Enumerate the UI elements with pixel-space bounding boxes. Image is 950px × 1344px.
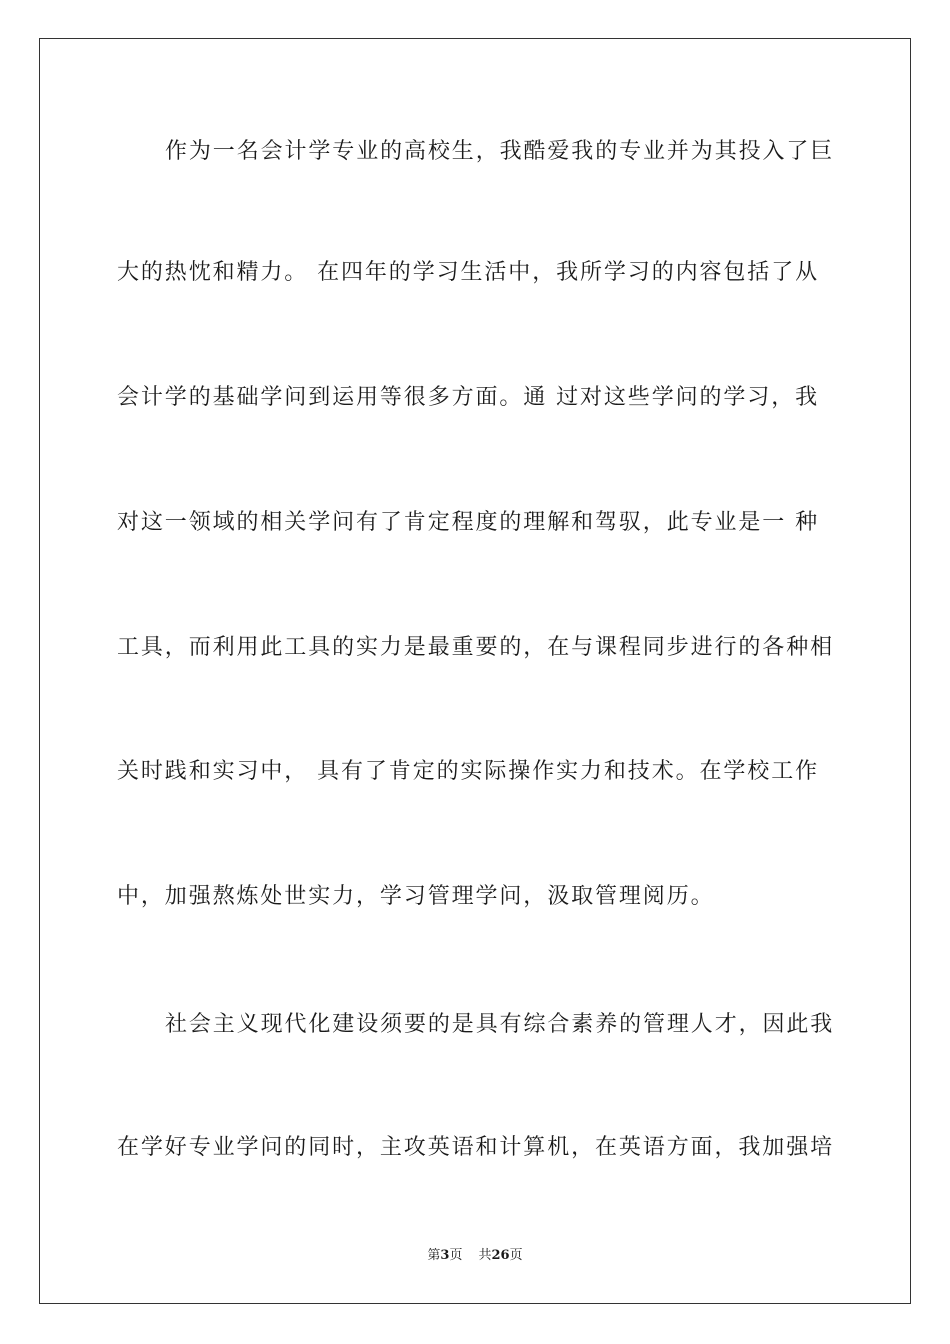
paragraph-1-line-3: 会计学的基础学问到运用等很多方面。通 过对这些学问的学习，我 [117,385,819,410]
paragraph-2-line-1: 社会主义现代化建设须要的是具有综合素养的管理人才，因此我 [165,1012,835,1037]
total-label-prefix: 共 [478,1248,492,1263]
paragraph-1-line-7: 中，加强熬炼处世实力，学习管理学问，汲取管理阅历。 [117,884,715,909]
page-number: 3 [440,1248,450,1263]
page-label-suffix: 页 [449,1248,463,1263]
total-pages: 26 [491,1248,510,1263]
paragraph-1-line-1: 作为一名会计学专业的高校生，我酷爱我的专业并为其投入了巨 [165,139,835,164]
paragraph-1-line-4: 对这一领域的相关学问有了肯定程度的理解和驾驭，此专业是一 种 [117,510,819,535]
page-label-prefix: 第 [427,1248,441,1263]
page-frame [39,38,911,1304]
paragraph-1-line-6: 关时践和实习中， 具有了肯定的实际操作实力和技术。在学校工作 [117,759,819,784]
paragraph-1-line-5: 工具，而利用此工具的实力是最重要的，在与课程同步进行的各种相 [117,635,835,660]
paragraph-1-line-2: 大的热忱和精力。 在四年的学习生活中，我所学习的内容包括了从 [117,260,819,285]
total-label-suffix: 页 [509,1248,523,1263]
paragraph-2-line-2: 在学好专业学问的同时，主攻英语和计算机，在英语方面，我加强培 [117,1135,835,1160]
page-footer [0,1246,950,1266]
